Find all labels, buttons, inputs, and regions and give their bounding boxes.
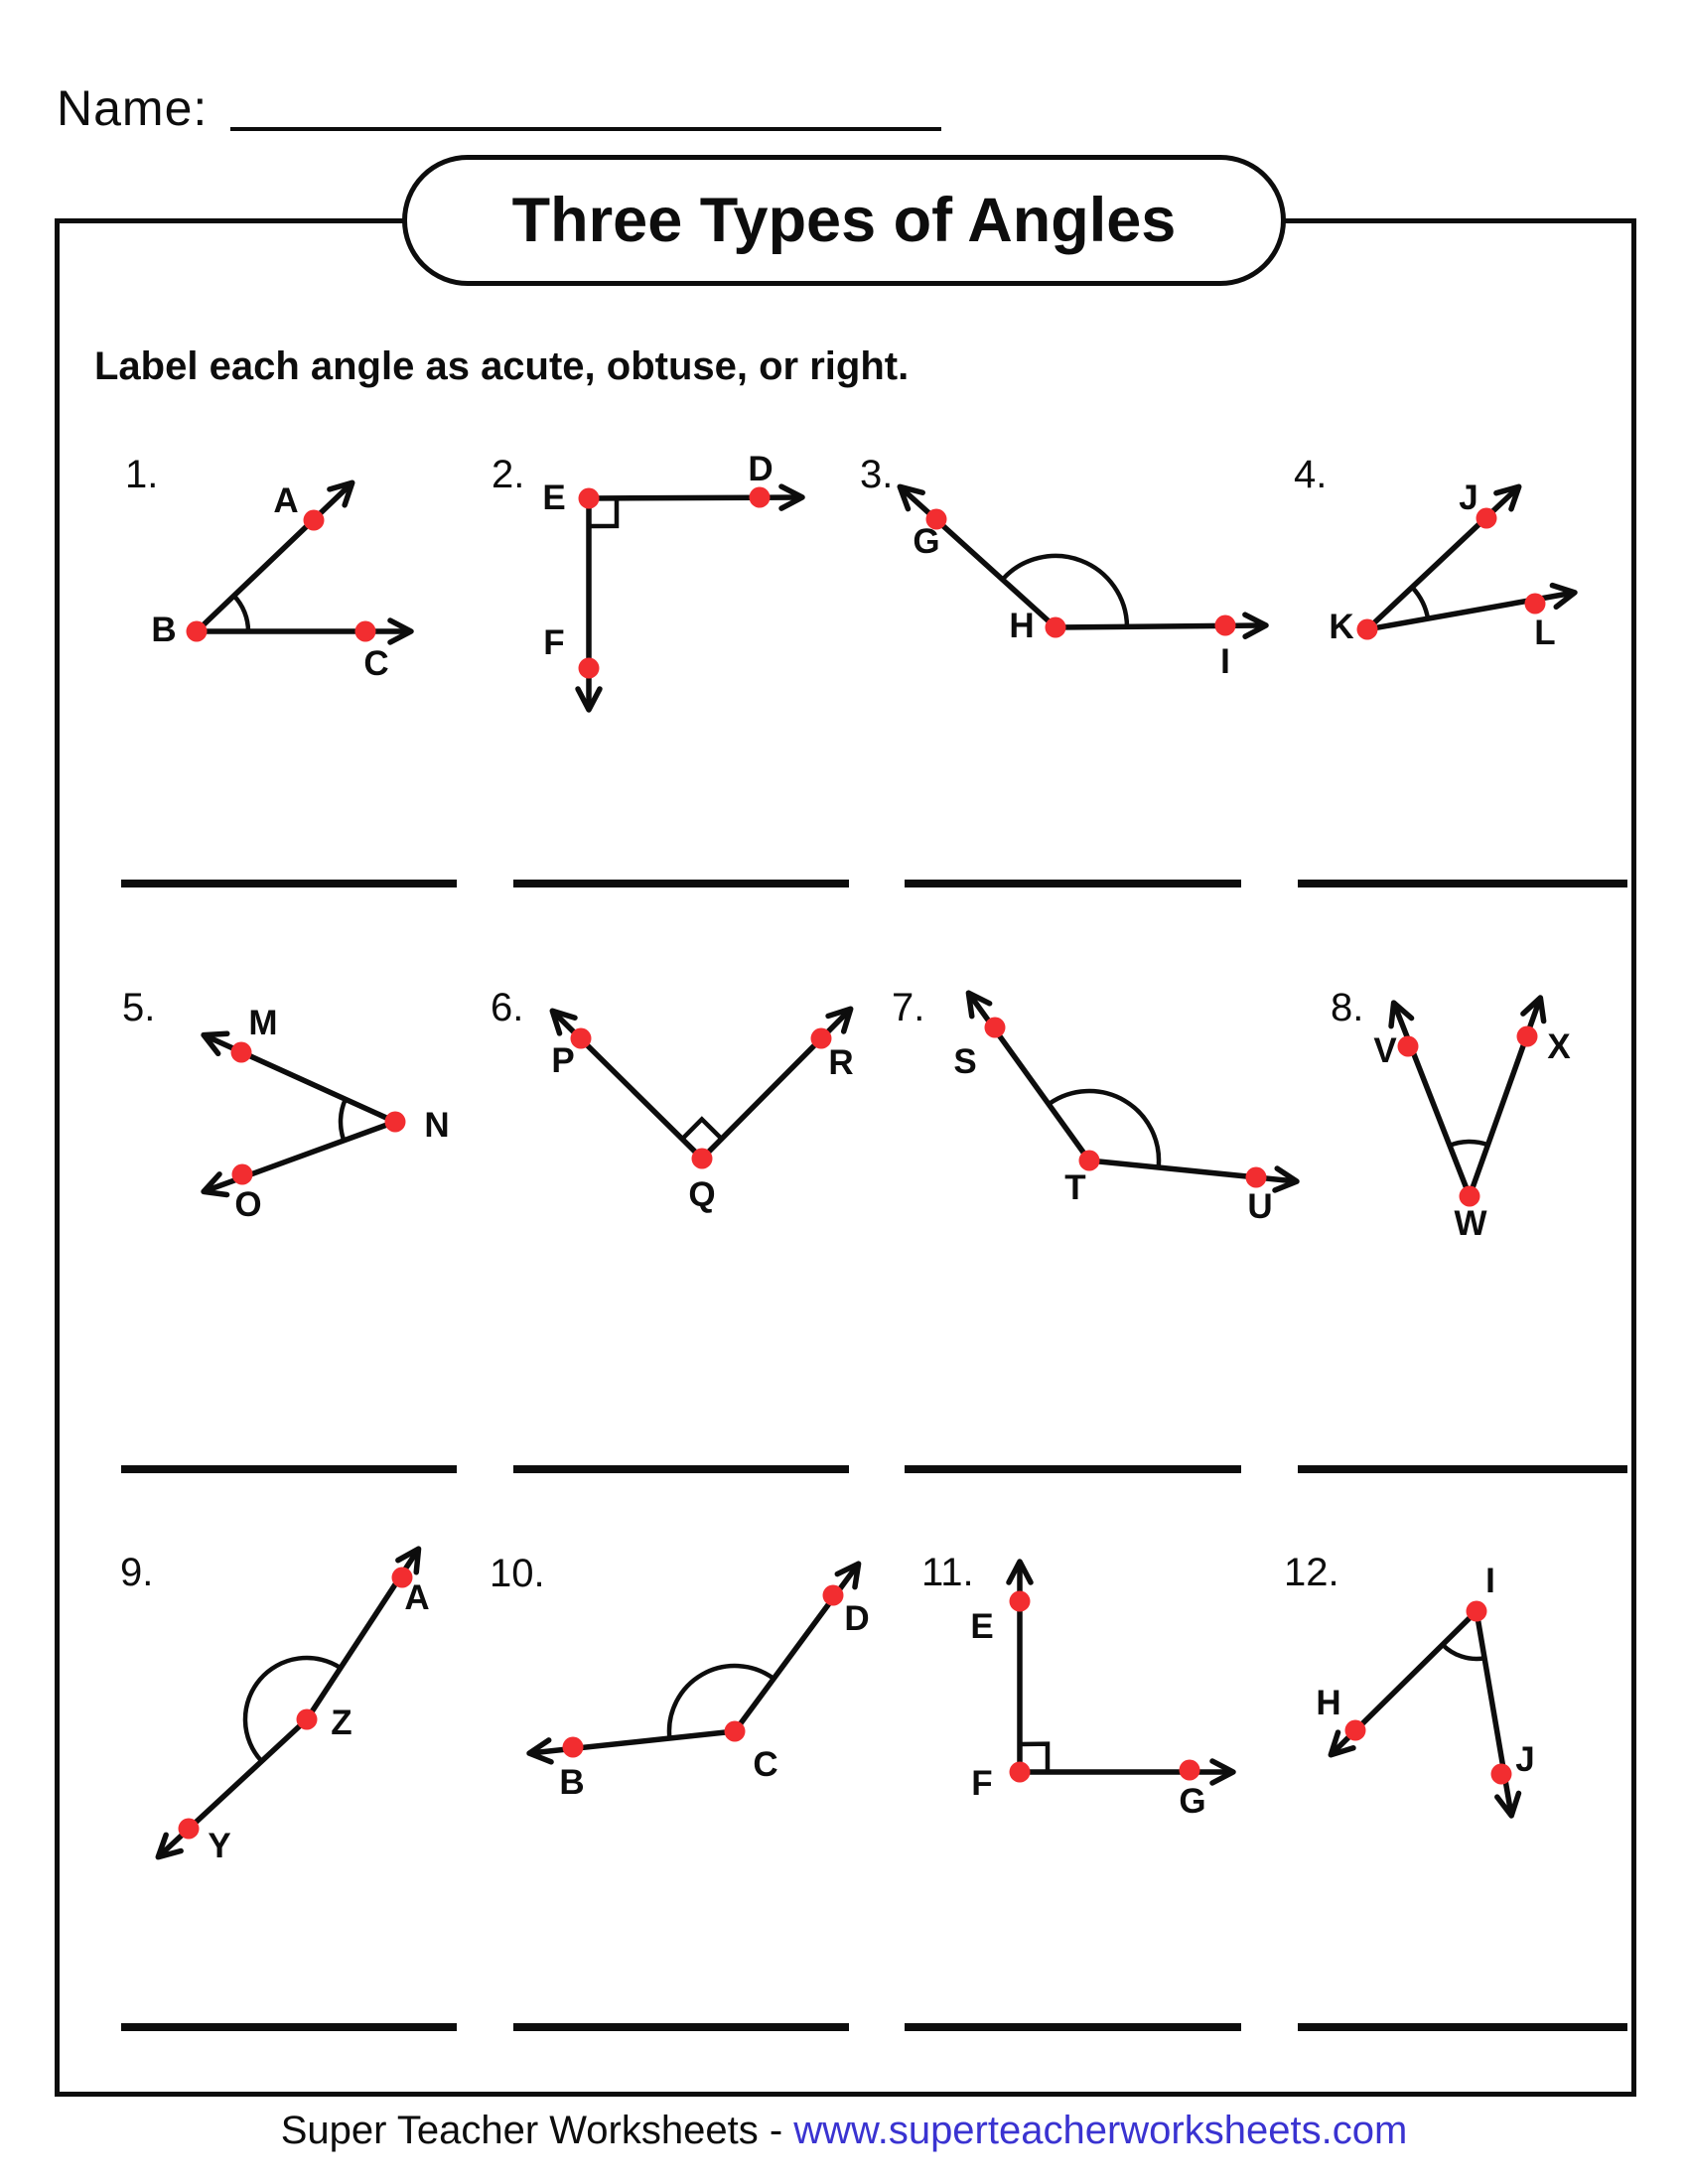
point-label: N	[424, 1106, 450, 1145]
point-label: J	[1459, 478, 1478, 517]
point-label: B	[559, 1763, 585, 1802]
point-label: H	[1316, 1684, 1341, 1722]
point-label: H	[1009, 607, 1035, 645]
page-title: Three Types of Angles	[511, 186, 1177, 255]
point-dot	[1246, 1167, 1267, 1188]
answer-line	[1298, 1465, 1627, 1473]
point-label: U	[1247, 1187, 1273, 1226]
vertex-dot	[725, 1721, 746, 1742]
problem-number: 10.	[490, 1552, 545, 1595]
answer-line	[121, 880, 457, 887]
point-label: P	[551, 1041, 575, 1080]
angle-arc	[1449, 1142, 1488, 1146]
point-dot	[1491, 1764, 1512, 1785]
problem-number: 5.	[122, 986, 156, 1029]
answer-line	[513, 2023, 849, 2031]
point-dot	[1215, 615, 1236, 636]
vertex-dot	[692, 1149, 713, 1169]
problem-number: 3.	[860, 453, 894, 496]
point-label: A	[273, 481, 299, 520]
point-label: D	[748, 450, 774, 488]
problem-number: 2.	[492, 453, 525, 496]
angle-problem-9	[120, 1550, 430, 1865]
point-dot	[750, 487, 771, 508]
point-label: S	[953, 1042, 977, 1081]
angle-arc	[1443, 1645, 1483, 1659]
problem-number: 4.	[1294, 453, 1328, 496]
footer	[0, 2109, 1688, 2153]
point-dot	[823, 1585, 844, 1606]
angle-problem-6	[491, 986, 854, 1214]
answer-line	[121, 1465, 457, 1473]
angle-problem-12	[1284, 1551, 1535, 1815]
point-dot	[1010, 1591, 1031, 1612]
problem-number: 12.	[1284, 1551, 1339, 1594]
point-dot	[1477, 508, 1497, 529]
point-label: X	[1547, 1027, 1571, 1066]
angle-problem-1	[125, 453, 410, 683]
point-dot	[1180, 1760, 1200, 1781]
problem-number: 9.	[120, 1551, 154, 1594]
point-label: W	[1454, 1204, 1487, 1243]
ray-line	[1394, 1004, 1470, 1196]
angle-problem-3	[860, 453, 1265, 681]
point-label: A	[404, 1578, 430, 1617]
point-label: C	[363, 644, 389, 683]
point-label: B	[151, 611, 177, 649]
answer-line	[1298, 2023, 1627, 2031]
point-dot	[179, 1819, 200, 1840]
angle-problem-8	[1331, 986, 1571, 1243]
point-label: F	[971, 1764, 993, 1803]
point-label: K	[1329, 608, 1354, 646]
point-label: Q	[688, 1175, 716, 1214]
point-label: G	[913, 522, 940, 561]
point-dot	[1345, 1720, 1366, 1741]
point-label: C	[753, 1745, 778, 1784]
answer-line	[1298, 880, 1627, 887]
point-label: Y	[208, 1827, 231, 1865]
problem-number: 8.	[1331, 986, 1364, 1029]
point-label: Z	[331, 1704, 352, 1742]
angle-problem-7	[892, 986, 1296, 1226]
point-dot	[985, 1018, 1006, 1038]
point-label: G	[1179, 1782, 1206, 1821]
problem-number: 11.	[921, 1551, 974, 1594]
point-label: D	[844, 1599, 870, 1638]
point-label: M	[248, 1004, 278, 1042]
answer-line	[121, 2023, 457, 2031]
point-label: I	[1485, 1562, 1495, 1600]
point-dot	[579, 658, 600, 679]
angle-arc	[234, 596, 248, 631]
point-dot	[355, 621, 376, 642]
vertex-dot	[1467, 1601, 1487, 1622]
problem-number: 7.	[892, 986, 925, 1029]
angle-problem-4	[1294, 453, 1574, 652]
point-label: L	[1534, 614, 1556, 652]
ray-line	[159, 1719, 307, 1856]
vertex-dot	[1357, 619, 1378, 640]
point-dot	[1398, 1036, 1419, 1057]
figures-layer	[120, 450, 1627, 2031]
vertex-dot	[385, 1112, 406, 1133]
point-label: E	[542, 478, 566, 517]
point-label: V	[1373, 1031, 1397, 1070]
angle-arc	[245, 1658, 342, 1761]
answer-line	[513, 880, 849, 887]
vertex-dot	[297, 1709, 318, 1730]
point-label: I	[1220, 642, 1230, 681]
point-dot	[232, 1164, 253, 1185]
angle-problem-5	[122, 986, 450, 1224]
ray-line	[205, 1122, 395, 1191]
point-label: O	[234, 1185, 262, 1224]
angle-problem-2	[492, 450, 801, 709]
right-angle-marker	[682, 1119, 722, 1139]
vertex-dot	[579, 488, 600, 509]
point-label: J	[1515, 1740, 1535, 1779]
point-label: T	[1064, 1168, 1086, 1207]
ray-line	[969, 994, 1089, 1160]
instruction-text: Label each angle as acute, obtuse, or right.	[94, 344, 910, 388]
point-label: E	[970, 1607, 994, 1646]
angle-arc	[1412, 588, 1428, 620]
angle-arc	[341, 1099, 346, 1140]
answer-line	[905, 1465, 1241, 1473]
problem-number: 1.	[125, 453, 159, 496]
answer-line	[905, 2023, 1241, 2031]
point-dot	[1525, 594, 1546, 614]
footer-site-url: www.superteacherworksheets.com	[793, 2109, 1408, 2152]
angle-problem-11	[921, 1551, 1232, 1821]
problem-number: 6.	[491, 986, 524, 1029]
answer-line	[513, 1465, 849, 1473]
vertex-dot	[1046, 617, 1066, 638]
point-dot	[1517, 1026, 1538, 1047]
angle-problem-10	[490, 1552, 870, 1802]
answer-line	[905, 880, 1241, 887]
ray-line	[1477, 1611, 1511, 1815]
ray-line	[530, 1731, 735, 1753]
vertex-dot	[187, 621, 208, 642]
name-label: Name:	[57, 80, 209, 136]
point-label: F	[543, 623, 565, 662]
point-label: R	[828, 1043, 854, 1082]
vertex-dot	[1010, 1762, 1031, 1783]
point-dot	[231, 1042, 252, 1063]
point-dot	[304, 510, 325, 531]
footer-site-name: Super Teacher Worksheets -	[280, 2109, 794, 2152]
point-dot	[563, 1737, 584, 1758]
